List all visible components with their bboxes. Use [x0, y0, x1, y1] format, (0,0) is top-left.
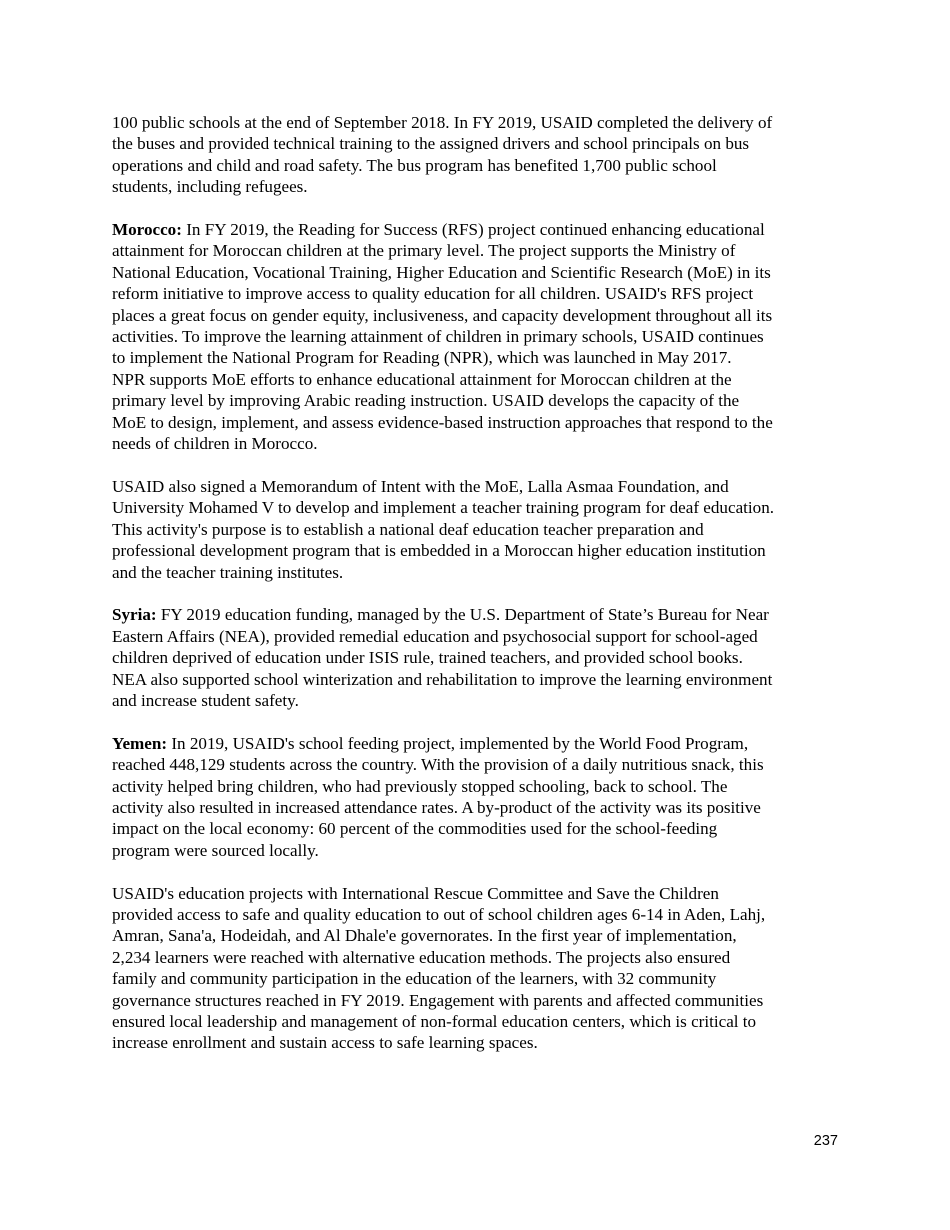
- country-heading-morocco: Morocco:: [112, 220, 182, 240]
- paragraph-syria: [112, 604, 840, 711]
- paragraph-text: 100 public schools at the end of September 2018. In FY 2019, USAID completed the delivery of the buses and provided technical training to the assigned drivers and school principals on bus operations and child and road safety. The bus program has benefited 1,700 public school students, including refugees.: [112, 113, 773, 197]
- paragraph-morocco-deaf-education: [112, 476, 840, 583]
- paragraph-morocco: [112, 219, 840, 454]
- paragraph-yemen-education-projects: [112, 883, 840, 1054]
- page-body: [112, 112, 840, 1075]
- country-heading-syria: Syria:: [112, 605, 157, 625]
- paragraph-text: In FY 2019, the Reading for Success (RFS) project continued enhancing educational attainment for Moroccan children at the primary level. The project supports the Ministry of National Education, Vocational Training, Higher Education and Scientific Research (MoE) in its reform initiative to improve access to quality education for all children. USAID's RFS project places a great focus on gender equity, inclusiveness, and capacity development throughout all its activities. To improve the learning attainment of children in primary schools, USAID continues to implement the National Program for Reading (NPR), which was launched in May 2017. NPR supports MoE efforts to enhance educational attainment for Moroccan children at the primary level by improving Arabic reading instruction. USAID develops the capacity of the MoE to design, implement, and assess evidence-based instruction approaches that respond to the needs of children in Morocco.: [112, 220, 773, 454]
- paragraph-yemen: [112, 733, 840, 861]
- page-number: 237: [813, 1133, 838, 1149]
- paragraph-text: FY 2019 education funding, managed by the U.S. Department of State’s Bureau for Near Eastern Affairs (NEA), provided remedial education and psychosocial support for school-aged children deprived of education under ISIS rule, trained teachers, and provided school books. NEA also supported school winterization and rehabilitation to improve the learning environment and increase student safety.: [112, 605, 773, 710]
- paragraph-text: In 2019, USAID's school feeding project, implemented by the World Food Program, reached 448,129 students across the country. With the provision of a daily nutritious snack, this activity helped bring children, who had previously stopped schooling, back to school. The activity also resulted in increased attendance rates. A by-product of the activity was its positive impact on the local economy: 60 percent of the commodities used for the school-feeding program were sourced locally.: [112, 733, 764, 860]
- paragraph-bus-program: [112, 112, 840, 198]
- paragraph-text: USAID's education projects with International Rescue Committee and Save the Children provided access to safe and quality education to out of school children ages 6-14 in Aden, Lahj, Amran, Sana'a, Hodeidah, and Al Dhale'e governorates. In the first year of implementation, 2,234 learners were reached with alternative education methods. The projects also ensured family and community participation in the education of the learners, with 32 community governance structures reached in FY 2019. Engagement with parents and affected communities ensured local leadership and management of non-formal education centers, which is critical to increase enrollment and sustain access to safe learning spaces.: [112, 883, 766, 1053]
- country-heading-yemen: Yemen:: [112, 733, 168, 753]
- paragraph-text: USAID also signed a Memorandum of Intent with the MoE, Lalla Asmaa Foundation, and University Mohamed V to develop and implement a teacher training program for deaf education. This activity's purpose is to establish a national deaf education teacher preparation and professional development program that is embedded in a Moroccan higher education institution and the teacher training institutes.: [112, 476, 775, 582]
